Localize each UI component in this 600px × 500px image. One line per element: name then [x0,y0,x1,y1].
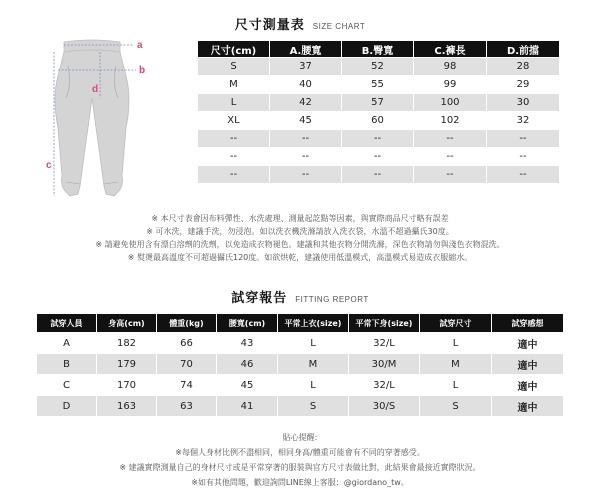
table-cell: -- [414,130,487,148]
table-cell: 29 [487,76,560,94]
fit-table-header-row [37,314,564,333]
table-row [198,166,560,184]
table-cell: 46 [217,354,278,375]
table-cell: -- [487,166,560,184]
table-cell: C [37,375,97,396]
table-row [37,396,564,417]
fitting-report-title: 試穿報告 [231,291,288,306]
fit-verdict: 適中 [492,396,564,417]
table-cell: M [420,354,492,375]
table-cell: 43 [217,333,278,354]
table-cell: 60 [342,112,414,130]
table-cell: 37 [270,58,342,76]
table-cell: 66 [157,333,217,354]
table-cell: L [420,333,492,354]
table-cell: 74 [157,375,217,396]
figure-label-a: a [137,40,143,51]
reminder-line: ※ 建議實際測量自己的身材尺寸或是平常穿著的服裝與官方尺寸表做比對，此結果會最接近實際狀況。 [119,463,481,472]
table-cell: 100 [414,94,487,112]
figure-label-b: b [139,65,146,76]
table-cell: S [420,396,492,417]
table-cell: L [278,333,349,354]
table-cell: 179 [97,354,157,375]
table-cell: M [198,76,270,94]
care-notes [0,212,600,264]
figure-label-c: c [46,160,52,171]
table-cell: -- [270,166,342,184]
table-row [37,375,564,396]
table-cell: 28 [487,58,560,76]
table-cell: -- [342,166,414,184]
table-cell: 32/L [349,333,420,354]
table-cell: 170 [97,375,157,396]
table-cell: 40 [270,76,342,94]
table-cell: -- [414,148,487,166]
size-chart-title: 尺寸測量表 [234,18,305,33]
pants-body [55,50,129,196]
table-cell: 70 [157,354,217,375]
fitting-report-table [36,313,564,417]
table-cell: 41 [217,396,278,417]
fit-header-cell: 試穿尺寸 [420,314,492,333]
table-cell: -- [414,166,487,184]
size-header-cell: A.腰寬 [270,41,342,58]
fit-header-cell: 腰寬(cm) [217,314,278,333]
table-cell: L [420,375,492,396]
fit-header-cell: 試穿感想 [492,314,564,333]
fit-verdict: 適中 [492,333,564,354]
reminder-line: ※每個人身材比例不盡相同，相同身高/體重可能會有不同的穿著感受。 [175,448,425,457]
table-cell: 32 [487,112,560,130]
figure-label-d: d [92,84,99,95]
table-cell: 55 [342,76,414,94]
table-cell: 57 [342,94,414,112]
table-cell: -- [198,130,270,148]
table-cell: L [278,375,349,396]
fit-verdict: 適中 [492,354,564,375]
table-row [198,58,560,76]
fit-header-cell: 平常下身(size) [349,314,420,333]
table-cell: 99 [414,76,487,94]
table-cell: 98 [414,58,487,76]
table-cell: -- [342,148,414,166]
table-cell: 32/L [349,375,420,396]
table-cell: 63 [157,396,217,417]
table-cell: A [37,333,97,354]
table-cell: S [278,396,349,417]
table-row [198,76,560,94]
table-cell: 163 [97,396,157,417]
table-cell: M [278,354,349,375]
table-cell: -- [270,148,342,166]
table-row [198,148,560,166]
fit-verdict: 適中 [492,375,564,396]
table-cell: 52 [342,58,414,76]
reminder-line: ※如有其他問題，歡迎詢問LINE線上客服：@giordano_tw。 [191,478,409,487]
table-row [198,130,560,148]
size-chart-title-en: SIZE CHART [312,22,366,31]
care-note: ※ 熨燙最高溫度不可超過攝氏120度。如欲烘乾，建議使用低溫模式，高溫模式易造成衣服縮水。 [127,253,473,262]
table-row [198,112,560,130]
table-cell: D [37,396,97,417]
table-cell: XL [198,112,270,130]
table-cell: B [37,354,97,375]
pants-measurement-diagram [46,36,162,204]
fit-header-cell: 體重(kg) [157,314,217,333]
table-cell: 45 [217,375,278,396]
table-cell: 42 [270,94,342,112]
fitting-report-title-en: FITTING REPORT [295,295,369,304]
table-cell: 30/M [349,354,420,375]
table-cell: S [198,58,270,76]
reminder-title: 貼心提醒: [282,433,318,442]
fitting-report-heading [0,287,600,306]
table-cell: 30 [487,94,560,112]
table-cell: -- [487,148,560,166]
table-cell: L [198,94,270,112]
reminder-section [0,430,600,490]
size-chart-heading [0,14,600,33]
size-chart-table [197,40,560,184]
size-table-header-row [198,41,560,58]
fit-header-cell: 平常上衣(size) [278,314,349,333]
table-cell: -- [342,130,414,148]
table-cell: 45 [270,112,342,130]
size-header-cell: C.褲長 [414,41,487,58]
table-cell: -- [487,130,560,148]
table-cell: -- [198,166,270,184]
fit-header-cell: 身高(cm) [97,314,157,333]
size-header-cell: B.臀寬 [342,41,414,58]
table-cell: -- [270,130,342,148]
table-cell: -- [198,148,270,166]
fit-header-cell: 試穿人員 [37,314,97,333]
care-note: ※ 請避免使用含有漂白溶劑的洗劑，以免造成衣物褪色。建議和其他衣物分開洗滌，深色衣物請勿與淺色衣物混洗。 [95,240,505,249]
table-cell: 102 [414,112,487,130]
size-header-cell: 尺寸(cm) [198,41,270,58]
table-row [37,354,564,375]
size-header-cell: D.前擋 [487,41,560,58]
table-row [198,94,560,112]
table-row [37,333,564,354]
care-note: ※ 可水洗，建議手洗，勿浸泡。如以洗衣機洗滌請放入洗衣袋，水溫不超過攝氏30度。 [146,227,454,236]
table-cell: 182 [97,333,157,354]
care-note: ※ 本尺寸表會因布料彈性、水洗處理、測量起訖點等因素，與實際商品尺寸略有誤差 [151,214,449,223]
table-cell: 30/S [349,396,420,417]
